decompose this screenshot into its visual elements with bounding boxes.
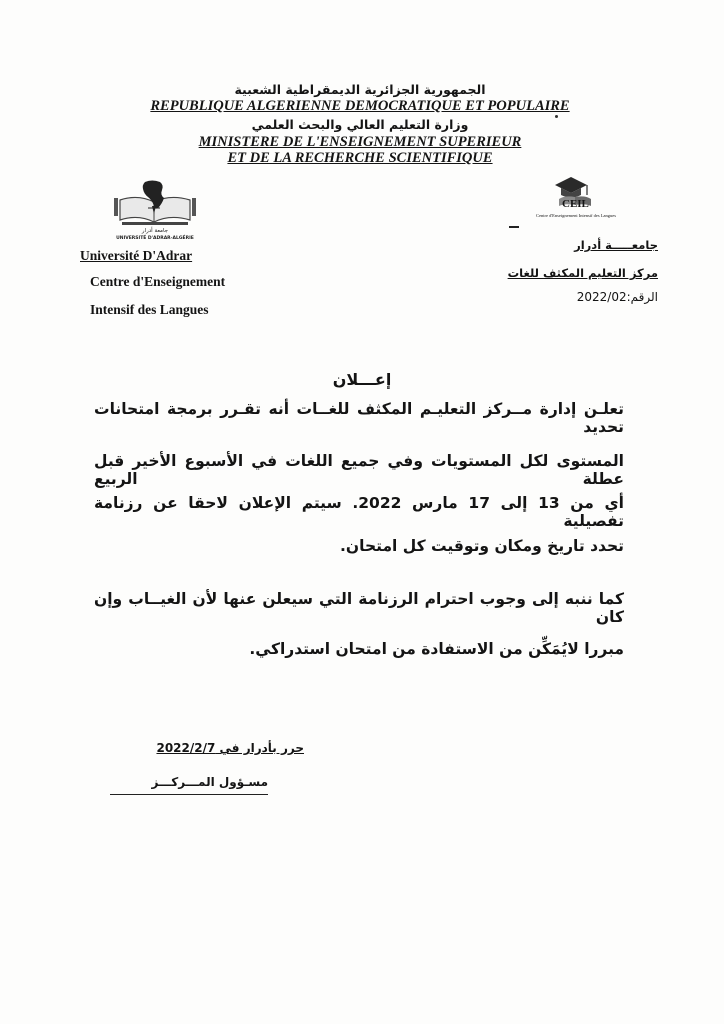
divider-dash bbox=[509, 226, 519, 228]
ceil-logo-text: CEIL bbox=[562, 198, 589, 210]
centre-name-line-2: Intensif des Langues bbox=[90, 302, 209, 317]
signature-underline bbox=[110, 794, 268, 795]
ministry-french-line-1: MINISTERE DE L'ENSEIGNEMENT SUPERIEUR bbox=[198, 134, 522, 150]
centre-responsible: مسـؤول المـــركـــز bbox=[151, 775, 268, 789]
announcement-line-2: المستوى لكل المستويات وفي جميع اللغات في الأسبوع الأخير قبل عطلة الربيع bbox=[94, 452, 624, 488]
announcement-line-6: مبررا لايُمَكِّن من الاستفادة من امتحان استدراكي. bbox=[249, 640, 624, 658]
logo-caption-french: UNIVERSITÉ D'ADRAR-ALGÉRIE bbox=[116, 236, 194, 241]
republic-arabic: الجمهورية الجزائرية الديمقراطية الشعبية bbox=[234, 82, 486, 97]
university-logo-icon bbox=[108, 176, 202, 242]
announcement-line-4: تحدد تاريخ ومكان وتوقيت كل امتحان. bbox=[340, 537, 624, 555]
announcement-line-1: تعلـن إدارة مــركز التعليـم المكثف للغــات أنه تقـرر برمجة امتحانات تحديد bbox=[94, 400, 624, 436]
reference-number: الرقم:2022/02 bbox=[576, 290, 658, 304]
ministry-arabic: وزارة التعليم العالي والبحث العلمي bbox=[251, 117, 469, 132]
ceil-subtitle: Centre d'Enseignement Intensif des Langues bbox=[536, 213, 617, 218]
date-and-place: حرر بأدرار في 2022/2/7 bbox=[156, 741, 304, 755]
announcement-line-3: أي من 13 إلى 17 مارس 2022. سيتم الإعلان لاحقا عن رزنامة تفصيلية bbox=[94, 494, 624, 530]
centre-name-line-1: Centre d'Enseignement bbox=[90, 274, 226, 289]
university-name: Université D'Adrar bbox=[80, 248, 193, 263]
logo-caption-arabic: جامعة أدرار bbox=[141, 228, 169, 234]
announcement-title: إعـــلان bbox=[332, 370, 392, 389]
centre-arabic: مركز التعليم المكثف للغات bbox=[507, 266, 658, 280]
republic-french: REPUBLIQUE ALGERIENNE DEMOCRATIQUE ET POPULAIRE bbox=[150, 98, 570, 114]
announcement-line-5: كما ننبه إلى وجوب احترام الرزنامة التي سيعلن عنها لأن الغيــاب وإن كان bbox=[94, 590, 624, 626]
university-arabic: جامعـــــة أدرار bbox=[574, 238, 658, 252]
ministry-french-line-2: ET DE LA RECHERCHE SCIENTIFIQUE bbox=[227, 150, 493, 166]
stray-dot bbox=[555, 115, 558, 118]
